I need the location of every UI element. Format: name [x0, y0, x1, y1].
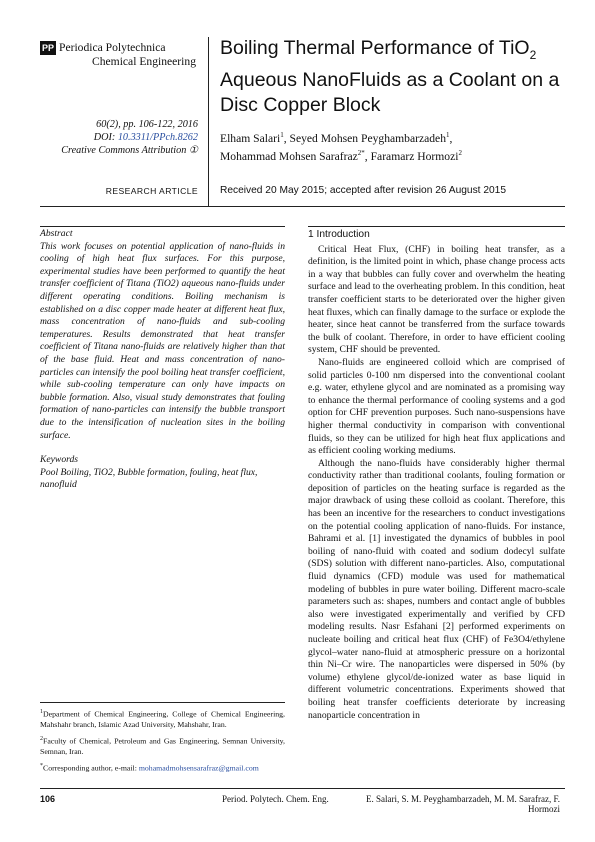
doi-link[interactable]: 10.3311/PPch.8262	[117, 132, 198, 143]
footer-journal: Period. Polytech. Chem. Eng.	[222, 794, 329, 804]
journal-section: Chemical Engineering	[92, 55, 196, 68]
abstract-rule	[40, 226, 285, 227]
header-rule	[40, 206, 565, 207]
publication-meta	[40, 118, 198, 157]
footnote-affiliation-1: $^1$Department of Chemical Engineering, College of Chemical Engineering, Mahshahr branch, Islamic Azad University, Mahshahr, Iran.	[40, 709, 285, 729]
corresponding-email-link[interactable]: mohamadmohsensarafraz@gmail.com	[138, 763, 259, 773]
article-title: Boiling Thermal Performance of TiO$_2$ Aqueous NanoFluids as a Coolant on a Disc Copper Block	[220, 37, 560, 116]
intro-paragraph: Although the nano-fluids have considerably higher thermal conductivity rather than traditional coolants, fouling formation or deposition of particles on the heating surface is regarded as the major drawback of using these colloid as coolant. Therefore, this has been an incentive for the researchers to conduct investigations on the potential cooling application of nano-fluids. For instance, Bahrami et al. [1] investigated the dynamics of bubbles in pool boiling of nano-fluid with coated and sodium dodecyl sulfate (SDS) solution with different nano-particles. Also, computational fluid dynamics (CFD) module was used for mathematical modeling of bubbles in pure water boiling. Different macro-scale parameters such as: shapes, numbers and contact angle of bubbles also were investigated experimentally and verified by CFD modeling results. Nasr Esfahani [2] performed experiments on nucleate boiling and critical heat flux (CHF) of Fe3O4/ethylene glycol–water nano-fluid at atmospheric pressure on a horizontal thin Ni–Cr wire. The nanoparticles were dispersed in 50% (by volume) ethylene glycol/de-ionized water as base liquid in different volumetric concentrations. Experiments showed that boiling heat transfer coefficients deteriorate by increasing nanoparticle concentration in	[308, 457, 565, 721]
header-divider	[208, 37, 209, 207]
introduction-section	[308, 229, 565, 722]
intro-paragraph: Nano-fluids are engineered colloid which are comprised of solid particles 0-100 nm dispersed into the conventional coolant e.g. water, ethylene glycol and are nominated as a promising way to enhance the thermal performance of cooling systems and a god option for CHF prevention purposes. Such nano-suspensions have higher thermal conductivity in comparison with conventional fluids, so they can be utilized for high heat flux applications and as efficient cooling working mediums.	[308, 356, 565, 457]
keywords-body: Pool Boiling, TiO2, Bubble formation, fouling, heat flux, nanofluid	[40, 466, 258, 491]
page-number: 106	[40, 794, 56, 804]
footnote-rule	[40, 702, 285, 703]
doi-line: DOI: 10.3311/PPch.8262	[93, 132, 198, 143]
footnote-corresponding: *Corresponding author, e-mail: mohamadmohsensarafraz@gmail.com	[40, 763, 259, 773]
footer-rule	[40, 788, 565, 789]
footnote-affiliation-2: $^2$Faculty of Chemical, Petroleum and Gas Engineering, Semnan University, Semnan, Iran.	[40, 736, 285, 756]
footer-authors: E. Salari, S. M. Peyghambarzadeh, M. M. Sarafraz, F. Hormozi	[366, 794, 560, 814]
received-dates: Received 20 May 2015; accepted after revision 26 August 2015	[220, 185, 507, 196]
abstract-heading: Abstract	[40, 228, 73, 239]
article-type-label: RESEARCH ARTICLE	[105, 186, 198, 196]
author-list: Elham Salari$^1$, Seyed Mohsen Peyghambarzadeh$^1$, Mohammad Mohsen Sarafraz$^{2*}$, Faramarz Hormozi$^2$	[220, 131, 462, 163]
journal-name: Periodica Polytechnica	[59, 41, 166, 54]
journal-logo-icon: PP	[41, 43, 54, 53]
abstract-section	[40, 228, 285, 492]
footnotes	[40, 707, 285, 778]
intro-paragraph: Critical Heat Flux, (CHF) in boiling heat transfer, as a definition, is the limited point in which, phase change process acts in a way that bubbles can fully cover and overwhelm the heating surface and lead to the overheating problem. In this condition, heat transfer coefficient starts to be deteriorated over the higher given heat fluxes, which can finally damage to the surface or explode the heater, since heat cannot be transferred from the surface towards the bulk of coolant. Therefore, in order to have efficient cooling system, CHF should be prevented.	[308, 243, 565, 356]
keywords-heading: Keywords	[40, 454, 79, 466]
intro-rule	[308, 226, 565, 227]
license-line: Creative Commons Attribution ①	[61, 145, 198, 156]
section-heading: 1 Introduction	[308, 229, 370, 240]
volume-info: 60(2), pp. 106-122, 2016	[96, 119, 198, 130]
abstract-body: This work focuses on potential application of nano-fluids in cooling of high heat flux surfaces. For this purpose, experimental studies have been performed to quantify the heat transfer coefficient of Titana (TiO2) aqueous nano-fluids under different operating conditions. Boiling mechanism is established on a disc copper made heater at different heat flux, mass concentration of nano-fluids and sub-cooling temperatures. Results demonstrated that heat transfer coefficient of Titana nano-fluids are relatively higher than that of the base fluid. Heat and mass concentration of nano-particles can intensify the pool boiling heat transfer coefficient, while sub-cooling temperature can only have impacts on bubble formation. Also, visual study demonstrates that fouling formation of nano-particles can intensify the bubble transport due to the intensification of nucleation sites in the boiling surface.	[40, 240, 285, 441]
journal-header	[40, 41, 196, 69]
